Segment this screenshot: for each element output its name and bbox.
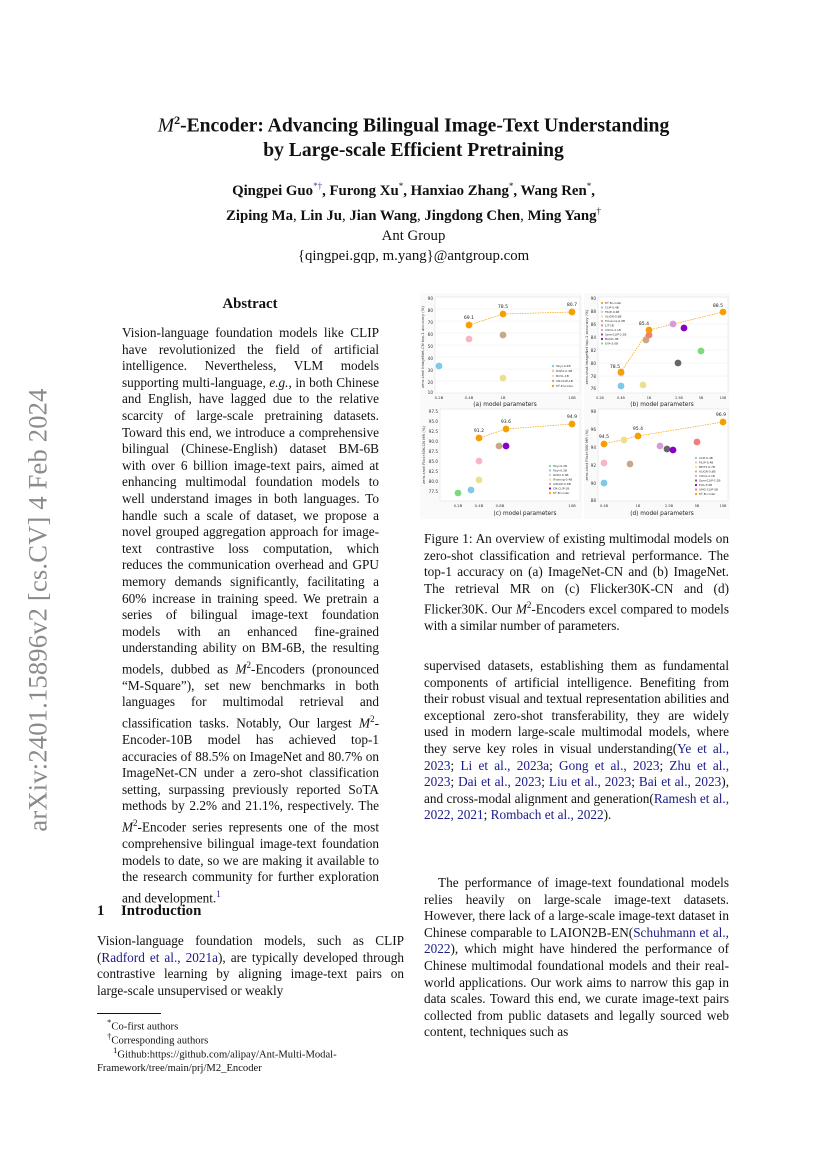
svg-text:EVA-5.0B: EVA-5.0B: [699, 483, 713, 487]
svg-text:(b) model parameters: (b) model parameters: [630, 402, 694, 407]
author-name: Ming Yang: [527, 207, 597, 224]
title-math-m: M: [157, 115, 175, 137]
svg-text:5B: 5B: [694, 504, 700, 508]
title-math-sup: 2: [174, 113, 181, 127]
math-sup: 2: [133, 818, 138, 829]
svg-text:COCA-2.1B: COCA-2.1B: [605, 328, 621, 332]
abstract-text: Vision-language foundation models like CLIP have revolutionized the field of artificial intelligence. Nevertheless, VLM models supporting multi-language,: [122, 325, 379, 390]
svg-text:1B: 1B: [646, 396, 652, 400]
svg-text:86: 86: [590, 322, 596, 327]
svg-text:Wukong-0.4B: Wukong-0.4B: [553, 477, 573, 482]
svg-text:R2D2-0.4B: R2D2-0.4B: [556, 369, 573, 373]
svg-text:85.0: 85.0: [428, 459, 438, 464]
email: {qingpei.gqp, m.yang}@antgroup.com: [297, 247, 530, 264]
svg-text:10B: 10B: [719, 396, 727, 400]
svg-text:78.5: 78.5: [497, 305, 509, 310]
github-link[interactable]: Github:https://github.com/alipay/Ant-Multi-Modal-Framework/tree/main/prj/M2_Encoder: [97, 1049, 337, 1074]
author-block: [100, 176, 727, 266]
arxiv-sidebar-stamp: [18, 330, 58, 890]
svg-text:80.0: 80.0: [428, 479, 438, 484]
svg-text:90.0: 90.0: [428, 439, 438, 444]
footnote-text: Corresponding authors: [111, 1035, 209, 1047]
affiliation: Ant Group: [381, 227, 446, 244]
svg-text:Taiyi-0.2B: Taiyi-0.2B: [553, 464, 567, 468]
citation-link[interactable]: Zhu et al., 2023: [424, 757, 730, 790]
svg-text:AltCLIP-0.8B: AltCLIP-0.8B: [553, 482, 571, 486]
svg-text:10: 10: [427, 390, 433, 395]
svg-text:70: 70: [427, 320, 433, 325]
svg-text:0.4B: 0.4B: [474, 503, 484, 508]
svg-text:(c) model parameters: (c) model parameters: [493, 511, 557, 517]
svg-text:2.5B: 2.5B: [675, 396, 683, 400]
svg-text:78.5: 78.5: [609, 365, 621, 370]
section-title: Introduction: [121, 903, 202, 919]
citation-link[interactable]: Rombach et al., 2022: [490, 807, 604, 823]
svg-text:5B: 5B: [698, 396, 704, 400]
abstract-text: -Encoder series represents one of the most comprehensive bilingual image-text foundation models to date, so we are making it available to the research community for further exploration and development.: [122, 819, 379, 906]
svg-text:80.7: 80.7: [566, 303, 578, 308]
chart-c: [420, 407, 582, 519]
svg-text:92.5: 92.5: [428, 429, 438, 434]
caption-text: -Encoders excel compared to models with a similar number of parameters.: [424, 601, 729, 634]
author-name: Ziping Ma: [225, 207, 293, 224]
svg-text:M²-Encoder: M²-Encoder: [699, 492, 716, 496]
citation-link[interactable]: Dai et al., 2023: [458, 774, 542, 790]
author-name: Lin Ju: [300, 207, 342, 224]
citation-link[interactable]: Bai et al., 2023: [638, 774, 722, 790]
svg-text:94: 94: [590, 445, 596, 450]
author-line-2: Ziping Ma, Lin Ju, Jian Wang, Jingdong Chen, Ming Yang†: [225, 205, 601, 224]
footnote-mark: 1: [113, 1045, 118, 1055]
svg-text:EVA-5.0B: EVA-5.0B: [605, 341, 619, 346]
svg-text:zero-shot Flickr30K MR (%): zero-shot Flickr30K MR (%): [584, 429, 589, 481]
paper-title: [100, 108, 727, 163]
svg-text:CLIP-0.4B: CLIP-0.4B: [605, 305, 619, 310]
author-name: Wang Ren: [520, 182, 587, 199]
footnote-link[interactable]: 1: [216, 888, 221, 899]
svg-text:90: 90: [427, 296, 433, 301]
svg-text:CN-CLIP-1B: CN-CLIP-1B: [556, 379, 573, 383]
abstract-heading: Abstract: [222, 296, 278, 312]
svg-text:M²-Encoder: M²-Encoder: [556, 384, 574, 388]
author-mark: *: [398, 181, 404, 191]
footnote-mark: *: [107, 1017, 112, 1027]
svg-text:10B: 10B: [568, 503, 576, 508]
math-m: M: [515, 601, 527, 617]
citation-link[interactable]: Li et al., 2023a: [460, 757, 550, 773]
svg-text:0.2B: 0.2B: [453, 503, 463, 508]
svg-text:96.9: 96.9: [715, 413, 727, 418]
svg-text:BriVL-1B: BriVL-1B: [556, 374, 569, 378]
svg-text:zero-shot ImageNet-CN top-1 ac: zero-shot ImageNet-CN top-1 accuracy (%): [420, 306, 425, 388]
svg-text:0.2B: 0.2B: [434, 395, 444, 400]
svg-text:0.2B: 0.2B: [596, 396, 604, 400]
svg-text:zero-shot Flickr30K-CN MR (%): zero-shot Flickr30K-CN MR (%): [421, 426, 426, 484]
svg-text:COCA-2.1B: COCA-2.1B: [699, 474, 715, 478]
intro-text: supervised datasets, establishing them as fundamental components of artificial intelligence. Benefiting from their robust visual and textual representation abilities and exceptional zero-shot transferability, they are widely used in modern large-scale multimodal models, where they serve key roles in visual understanding(: [424, 658, 729, 756]
svg-text:10B: 10B: [568, 395, 576, 400]
math-m: M: [359, 715, 371, 731]
svg-text:90: 90: [590, 481, 596, 486]
math-sup: 2: [246, 659, 252, 670]
svg-text:ALIGN-0.8B: ALIGN-0.8B: [699, 469, 716, 474]
footnote-mark: †: [107, 1031, 112, 1041]
svg-text:20: 20: [427, 380, 433, 385]
svg-text:M²-Encoder: M²-Encoder: [553, 491, 570, 495]
svg-text:60: 60: [427, 332, 433, 337]
intro-text: The performance of image-text foundational models relies heavily on large-scale image-text datasets. However, there lack of a large-scale image-text dataset in Chinese comparable to LAION2B-EN(: [424, 875, 729, 940]
author-mark: †: [596, 205, 601, 216]
svg-text:78: 78: [590, 374, 596, 379]
chart-d: [584, 407, 730, 519]
svg-text:OpenCLIP-2.5B: OpenCLIP-2.5B: [699, 478, 721, 483]
title-line-1: -Encoder: Advancing Bilingual Image-Text Understanding: [180, 115, 670, 137]
author-mark: *: [508, 181, 514, 191]
svg-text:95.4: 95.4: [632, 427, 644, 432]
svg-text:30: 30: [427, 368, 433, 373]
svg-text:LiT-1B: LiT-1B: [605, 323, 614, 328]
svg-text:97.5: 97.5: [428, 409, 438, 414]
svg-text:Taiyi-0.3B: Taiyi-0.3B: [553, 468, 567, 473]
citation-link[interactable]: Ramesh et al., 2022, 2021: [424, 790, 730, 823]
intro-text: Vision-language foundation models, such as CLIP (: [97, 933, 404, 965]
abstract-text: -Encoders (pronounced “M-Square”), set new benchmarks in both languages for multimodal retrieval and classification tasks. Notably, Our largest: [122, 661, 379, 731]
author-line-1: Qingpei Guo*†, Furong Xu*, Hanxiao Zhang*, Wang Ren*,: [232, 181, 595, 199]
citation-link[interactable]: Ye et al., 2023: [424, 740, 730, 773]
intro-text: ), and cross-modal alignment and generation(: [424, 774, 730, 806]
chart-a: [420, 293, 582, 407]
svg-text:ALIGN-0.8B: ALIGN-0.8B: [605, 314, 622, 319]
svg-text:CN-CLIP-1B: CN-CLIP-1B: [553, 486, 570, 491]
svg-text:Taiyi-0.2B: Taiyi-0.2B: [556, 364, 571, 368]
svg-text:zero-shot ImageNet top-1 accur: zero-shot ImageNet top-1 accuracy (%): [584, 309, 589, 385]
intro-text: ).: [603, 807, 612, 823]
svg-text:(d) model parameters: (d) model parameters: [630, 511, 694, 517]
svg-text:84: 84: [590, 335, 596, 340]
author-name: Jingdong Chen: [424, 207, 521, 224]
citation-link[interactable]: Gong et al., 2023: [559, 757, 660, 773]
svg-text:1B: 1B: [635, 504, 641, 508]
intro-right-paragraph-1: supervised datasets, establishing them as fundamental components of artificial intelligence. Benefiting from their robust visual and textual representation abilities and exceptional zero-shot transferability, they are widely used in modern large-scale multimodal models, where they serve key roles in visual understanding(Ye et al., 2023; Li et al., 2023a; Gong et al., 2023; Zhu et al., 2023; Dai et al., 2023; Liu et al., 2023; Bai et al., 2023), and cross-modal alignment and generation(Ramesh et al., 2022, 2021; Rombach et al., 2022).: [424, 658, 730, 823]
svg-text:50: 50: [427, 344, 433, 349]
figure-1: [420, 293, 730, 519]
intro-text: ), which might have hindered the performance of Chinese multimodal foundational models and their real-world applications. Our work aims to narrow this gap in data scales. Toward this end, we curate image-text pairs collected from public datasets and legally sourced web content, techniques such as: [424, 941, 729, 1040]
author-name: Jian Wang: [349, 207, 417, 224]
svg-text:93.6: 93.6: [500, 420, 512, 425]
chart-b: [584, 293, 730, 407]
footnote-rule: [97, 1013, 161, 1014]
svg-text:0.4B: 0.4B: [599, 504, 609, 508]
abstract-em: e.g.: [269, 374, 289, 390]
abstract-text: -Encoder-10B model has achieved top-1 accuracies of 88.5% on ImageNet and 80.7% on ImageNet-CN under a zero-shot classification setting, surpassing previously reported SoTA methods by 2.2% and 21.1%, respectively. The: [122, 715, 379, 814]
author-mark: *: [586, 181, 592, 191]
abstract-text: , in both Chinese and English, have lagged due to the relative scarcity of large-scale pretraining datasets. Toward this end, we introduce a comprehensive bilingual (Chinese-English) dataset BM-6B with over 6 billion image-text pairs, aimed at enhancing multimodal foundation models to well understand images in both languages. To handle such a scale of dataset, we propose a novel grouped aggregation approach for image-text contrastive loss computation, which reduces the communication overhead and GPU memory demands significantly, facilitating a 60% increase in training speed. We pretrain a series of bilingual image-text foundation models with an enhanced fine-grained understanding ability on BM-6B, the resulting models, dubbed as: [122, 374, 379, 677]
math-m: M: [122, 819, 134, 835]
svg-text:0.4B: 0.4B: [464, 395, 474, 400]
section-heading-introduction: [97, 903, 201, 920]
svg-text:90: 90: [590, 296, 596, 301]
svg-text:0.8B: 0.8B: [495, 503, 505, 508]
figure-caption: [424, 531, 729, 635]
author-name: Furong Xu: [329, 182, 399, 199]
svg-text:40: 40: [427, 356, 433, 361]
author-name: Hanxiao Zhang: [410, 182, 509, 199]
svg-text:Florence-0.9B: Florence-0.9B: [605, 319, 625, 323]
svg-text:96: 96: [590, 427, 596, 432]
svg-text:92: 92: [590, 463, 596, 468]
svg-text:FILIP-0.4B: FILIP-0.4B: [699, 460, 714, 465]
svg-text:2.5B: 2.5B: [664, 504, 674, 508]
svg-text:M²-Encoder: M²-Encoder: [605, 301, 622, 305]
math-sup: 2: [526, 600, 532, 611]
intro-text: ), are typically developed through contrastive learning by aligning image-text pairs on large-scale unsupervised or weakly: [97, 949, 404, 998]
svg-text:(a) model parameters: (a) model parameters: [473, 402, 537, 407]
svg-text:UMG-CLIP-5B: UMG-CLIP-5B: [699, 487, 718, 492]
svg-text:10B: 10B: [719, 504, 727, 508]
svg-text:82.5: 82.5: [428, 469, 438, 474]
footnote-text: Co-first authors: [111, 1021, 179, 1033]
intro-left-column: [97, 933, 404, 999]
svg-text:94.9: 94.9: [566, 415, 578, 420]
author-name: Qingpei Guo: [232, 182, 314, 199]
svg-text:0.4B: 0.4B: [617, 396, 625, 400]
svg-text:85.4: 85.4: [638, 322, 650, 327]
author-mark[interactable]: *†: [313, 181, 323, 191]
svg-text:80: 80: [427, 308, 433, 313]
svg-text:BEiT3-0.7B: BEiT3-0.7B: [699, 465, 715, 469]
math-sup: 2: [370, 714, 375, 725]
citation-link[interactable]: Radford et al., 2021a: [101, 949, 219, 965]
intro-right-paragraph-2: [424, 875, 729, 1041]
svg-text:95.0: 95.0: [428, 419, 438, 424]
math-m: M: [235, 661, 247, 677]
svg-text:69.1: 69.1: [463, 316, 475, 321]
caption-text: Figure 1: An overview of existing multimodal models on zero-shot classification and retrieval performance. The top-1 accuracy on (a) ImageNet-CN and (b) ImageNet. The retrieval MR on (c) Flicker30K-CN and (d) Flicker30K. Our: [424, 531, 729, 617]
svg-text:CLIP-0.4B: CLIP-0.4B: [699, 456, 713, 460]
svg-text:OpenCLIP-2.5B: OpenCLIP-2.5B: [605, 332, 627, 337]
citation-link[interactable]: Schuhmann et al., 2022: [424, 924, 729, 957]
svg-text:91.2: 91.2: [473, 429, 485, 434]
svg-text:FILIP-0.4B: FILIP-0.4B: [605, 310, 620, 314]
svg-text:77.5: 77.5: [428, 489, 438, 494]
svg-text:94.5: 94.5: [598, 435, 610, 440]
svg-text:88: 88: [590, 309, 596, 314]
svg-text:88.5: 88.5: [712, 304, 724, 309]
svg-text:76: 76: [590, 386, 596, 391]
arxiv-id: arXiv:2401.15896v2 [cs.CV] 4 Feb 2024: [22, 388, 53, 832]
svg-text:88: 88: [590, 498, 596, 503]
svg-text:BASIC-3B: BASIC-3B: [605, 337, 619, 341]
footnote-3: [97, 1044, 407, 1075]
citation-link[interactable]: Liu et al., 2023: [548, 774, 632, 790]
svg-text:82: 82: [590, 348, 596, 353]
svg-text:80: 80: [590, 361, 596, 366]
svg-text:98: 98: [590, 409, 596, 414]
svg-text:87.5: 87.5: [428, 449, 438, 454]
abstract-body: [122, 325, 379, 907]
title-line-2: by Large-scale Efficient Pretraining: [263, 139, 564, 161]
svg-text:R2D2-0.4B: R2D2-0.4B: [553, 473, 569, 477]
svg-text:1B: 1B: [500, 395, 506, 400]
section-number: 1: [97, 903, 105, 919]
